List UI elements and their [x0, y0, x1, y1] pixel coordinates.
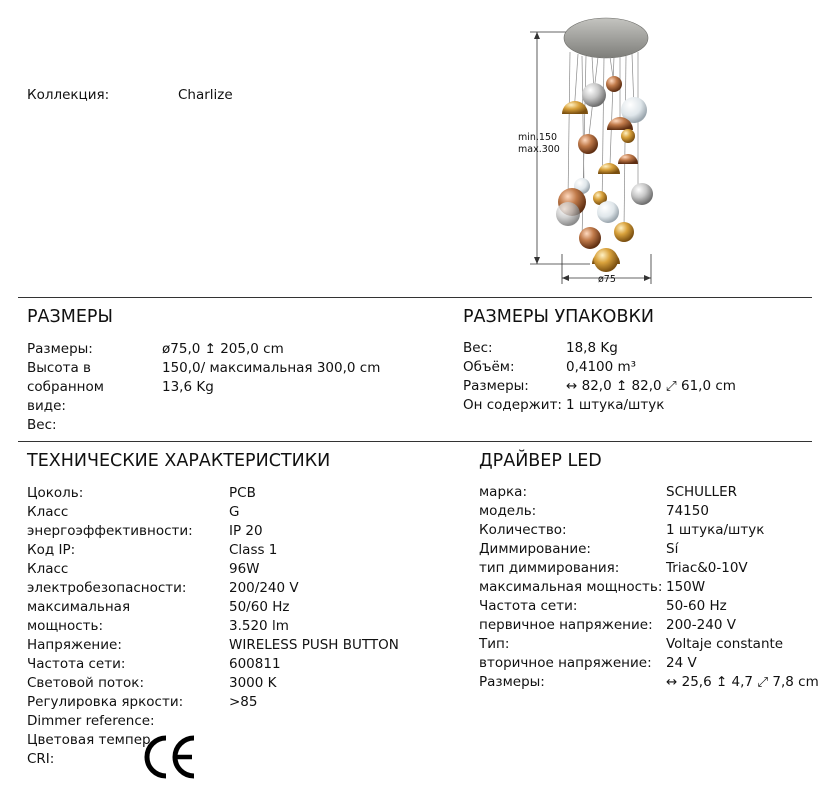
driver-value: 74150: [666, 503, 709, 519]
divider-top: [18, 297, 812, 298]
technical-label: энергоэффективности:: [27, 523, 193, 539]
driver-label: первичное напряжение:: [479, 617, 653, 633]
technical-label: Dimmer reference:: [27, 713, 155, 729]
dimensions-label: Размеры:: [27, 341, 93, 357]
technical-value: 200/240 V: [229, 580, 299, 596]
technical-value: G: [229, 504, 240, 520]
dimensions-heading: РАЗМЕРЫ: [27, 307, 113, 327]
dimensions-label: виде:: [27, 398, 66, 414]
packaging-heading: РАЗМЕРЫ УПАКОВКИ: [463, 307, 654, 327]
technical-value: 96W: [229, 561, 260, 577]
technical-label: Световой поток:: [27, 675, 145, 691]
diameter-label: ø75: [598, 274, 616, 285]
packaging-label: Вес:: [463, 340, 493, 356]
packaging-value: 1 штука/штук: [566, 397, 665, 413]
driver-heading: ДРАЙВЕР LED: [479, 451, 602, 471]
driver-label: Тип:: [479, 636, 510, 652]
driver-label: тип диммирования:: [479, 560, 620, 576]
technical-label: Цветовая темпер: [27, 732, 151, 748]
driver-label: модель:: [479, 503, 537, 519]
driver-label: Частота сети:: [479, 598, 578, 614]
technical-value: PCB: [229, 485, 256, 501]
driver-label: Диммирование:: [479, 541, 591, 557]
dimensions-value: 150,0/ максимальная 300,0 cm: [162, 360, 381, 376]
driver-value: SCHULLER: [666, 484, 737, 500]
height-min-label: min.150: [518, 132, 558, 143]
dimensions-value: ø75,0 ↥ 205,0 cm: [162, 341, 284, 357]
technical-value: Class 1: [229, 542, 278, 558]
divider-middle: [18, 441, 812, 442]
ce-mark-icon: [144, 734, 198, 784]
driver-value: Sí: [666, 541, 679, 557]
driver-label: Количество:: [479, 522, 567, 538]
collection-value: Charlize: [178, 87, 233, 103]
technical-value: 3000 K: [229, 675, 277, 691]
driver-label: Размеры:: [479, 674, 545, 690]
technical-label: Частота сети:: [27, 656, 126, 672]
technical-label: Регулировка яркости:: [27, 694, 184, 710]
packaging-label: Он содержит:: [463, 397, 562, 413]
packaging-label: Объём:: [463, 359, 515, 375]
technical-value: 3.520 lm: [229, 618, 289, 634]
packaging-label: Размеры:: [463, 378, 529, 394]
driver-value: Voltaje constante: [666, 636, 784, 652]
driver-value: 150W: [666, 579, 706, 595]
packaging-value: 18,8 Kg: [566, 340, 618, 356]
packaging-value: 0,4100 m³: [566, 359, 637, 375]
dimensions-label: собранном: [27, 379, 104, 395]
driver-label: марка:: [479, 484, 528, 500]
technical-label: Напряжение:: [27, 637, 122, 653]
technical-value: >85: [229, 694, 258, 710]
technical-label: Код IP:: [27, 542, 76, 558]
driver-value: 50-60 Hz: [666, 598, 727, 614]
dimensions-label: Вес:: [27, 417, 57, 433]
technical-value: IP 20: [229, 523, 263, 539]
technical-label: Цоколь:: [27, 485, 84, 501]
technical-label: Класс: [27, 561, 69, 577]
driver-value: 1 штука/штук: [666, 522, 765, 538]
technical-label: электробезопасности:: [27, 580, 187, 596]
height-max-label: max.300: [518, 144, 560, 155]
product-drawing: [510, 14, 670, 294]
driver-value: ↔ 25,6 ↥ 4,7 ⤢ 7,8 cm: [666, 674, 819, 690]
technical-label: мощность:: [27, 618, 104, 634]
technical-value: WIRELESS PUSH BUTTON: [229, 637, 399, 653]
dimensions-value: 13,6 Kg: [162, 379, 214, 395]
driver-label: вторичное напряжение:: [479, 655, 652, 671]
technical-label: максимальная: [27, 599, 131, 615]
packaging-value: ↔ 82,0 ↥ 82,0 ⤢ 61,0 cm: [566, 378, 736, 394]
dimensions-label: Высота в: [27, 360, 91, 376]
technical-value: 600811: [229, 656, 281, 672]
driver-value: Triac&0-10V: [666, 560, 748, 576]
technical-label: CRI:: [27, 751, 55, 767]
technical-label: Класс: [27, 504, 69, 520]
driver-value: 24 V: [666, 655, 697, 671]
technical-heading: ТЕХНИЧЕСКИЕ ХАРАКТЕРИСТИКИ: [27, 451, 331, 471]
collection-label: Коллекция:: [27, 87, 110, 103]
driver-label: максимальная мощность:: [479, 579, 663, 595]
driver-value: 200-240 V: [666, 617, 736, 633]
technical-value: 50/60 Hz: [229, 599, 290, 615]
